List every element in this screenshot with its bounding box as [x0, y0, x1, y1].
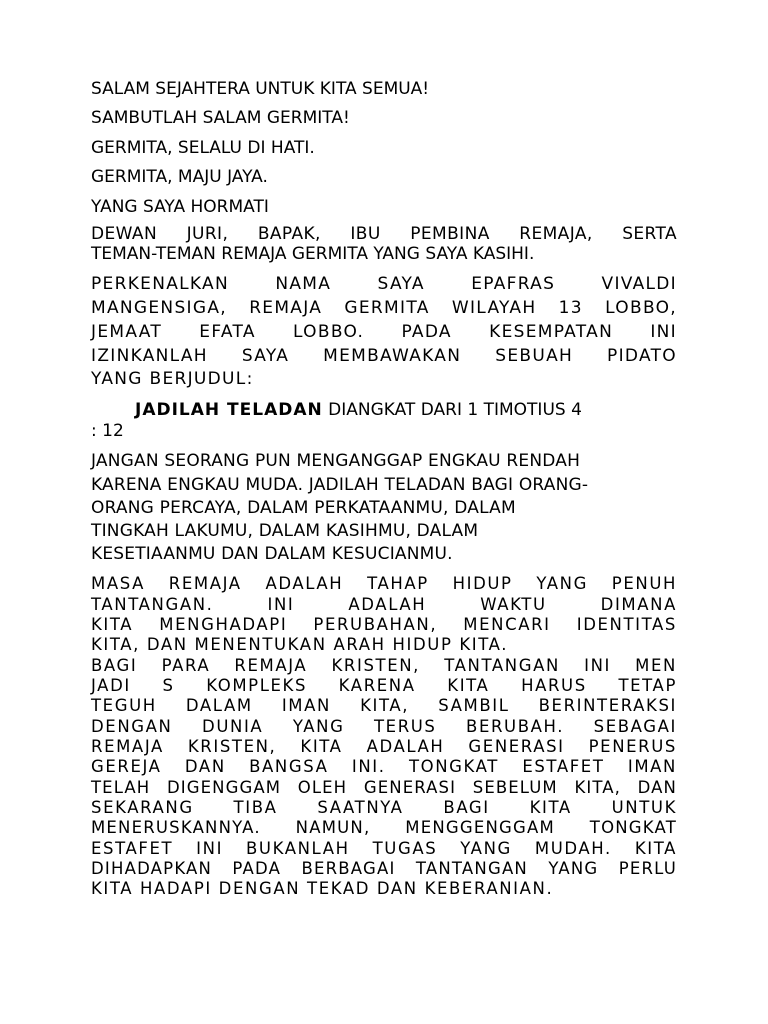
paragraph-line: ESTAFET INI BUKANLAH TUGAS YANG MUDAH. KITA	[91, 839, 677, 858]
paragraph-line: MANGENSIGA, REMAJA GERMITA WILAYAH 13 LOBBO,	[91, 298, 677, 318]
paragraph-line: TELAH DIGENGGAM OLEH GENERASI SEBELUM KITA, DAN	[91, 778, 677, 797]
speech-title-line	[91, 399, 582, 421]
paragraph-line: YANG BERJUDUL:	[91, 369, 254, 389]
greeting-line: SALAM SEJAHTERA UNTUK KITA SEMUA!	[91, 79, 430, 99]
paragraph-line: KARENA ENGKAU MUDA. JADILAH TELADAN BAGI ORANG-	[91, 475, 589, 495]
speech-source-continued: : 12	[91, 421, 124, 441]
paragraph-line: KITA MENGHADAPI PERUBAHAN, MENCARI IDENTITAS	[91, 615, 677, 634]
paragraph-line: KITA HADAPI DENGAN TEKAD DAN KEBERANIAN.	[91, 879, 554, 898]
paragraph-line: DIHADAPKAN PADA BERBAGAI TANTANGAN YANG PERLU	[91, 859, 677, 878]
paragraph-line: GEREJA DAN BANGSA INI. TONGKAT ESTAFET IMAN	[91, 757, 677, 776]
paragraph-line: JADI S KOMPLEKS KARENA KITA HARUS TETAP	[91, 676, 677, 695]
paragraph-line: DENGAN DUNIA YANG TERUS BERUBAH. SEBAGAI	[91, 717, 677, 736]
paragraph-line: IZINKANLAH SAYA MEMBAWAKAN SEBUAH PIDATO	[91, 346, 677, 366]
paragraph-line: SEKARANG TIBA SAATNYA BAGI KITA UNTUK	[91, 798, 677, 817]
paragraph-line: PERKENALKAN NAMA SAYA EPAFRAS VIVALDI	[91, 274, 677, 294]
paragraph-line: TEMAN-TEMAN REMAJA GERMITA YANG SAYA KASIHI.	[91, 244, 535, 264]
paragraph-line: DEWAN JURI, BAPAK, IBU PEMBINA REMAJA, SERTA	[91, 224, 677, 244]
greeting-line: GERMITA, SELALU DI HATI.	[91, 138, 315, 158]
paragraph-line: KESETIAANMU DAN DALAM KESUCIANMU.	[91, 544, 453, 564]
greeting-line: YANG SAYA HORMATI	[91, 197, 269, 217]
paragraph-line: TANTANGAN. INI ADALAH WAKTU DIMANA	[91, 595, 677, 614]
paragraph-line: TEGUH DALAM IMAN KITA, SAMBIL BERINTERAKSI	[91, 696, 677, 715]
paragraph-line: JANGAN SEORANG PUN MENGANGGAP ENGKAU RENDAH	[91, 451, 581, 471]
paragraph-line: BAGI PARA REMAJA KRISTEN, TANTANGAN INI MEN	[91, 656, 677, 675]
greeting-line: SAMBUTLAH SALAM GERMITA!	[91, 108, 350, 128]
paragraph-line: ORANG PERCAYA, DALAM PERKATAANMU, DALAM	[91, 498, 516, 518]
paragraph-line: REMAJA KRISTEN, KITA ADALAH GENERASI PENERUS	[91, 737, 677, 756]
paragraph-line: MASA REMAJA ADALAH TAHAP HIDUP YANG PENUH	[91, 574, 677, 593]
paragraph-line: KITA, DAN MENENTUKAN ARAH HIDUP KITA.	[91, 635, 509, 654]
paragraph-line: TINGKAH LAKUMU, DALAM KASIHMU, DALAM	[91, 521, 479, 541]
speech-title: JADILAH TELADAN	[135, 400, 323, 420]
paragraph-line: JEMAAT EFATA LOBBO. PADA KESEMPATAN INI	[91, 322, 677, 342]
greeting-line: GERMITA, MAJU JAYA.	[91, 167, 268, 187]
paragraph-line: MENERUSKANNYA. NAMUN, MENGGENGGAM TONGKAT	[91, 818, 677, 837]
speech-source: DIANGKAT DARI 1 TIMOTIUS 4	[322, 400, 582, 420]
